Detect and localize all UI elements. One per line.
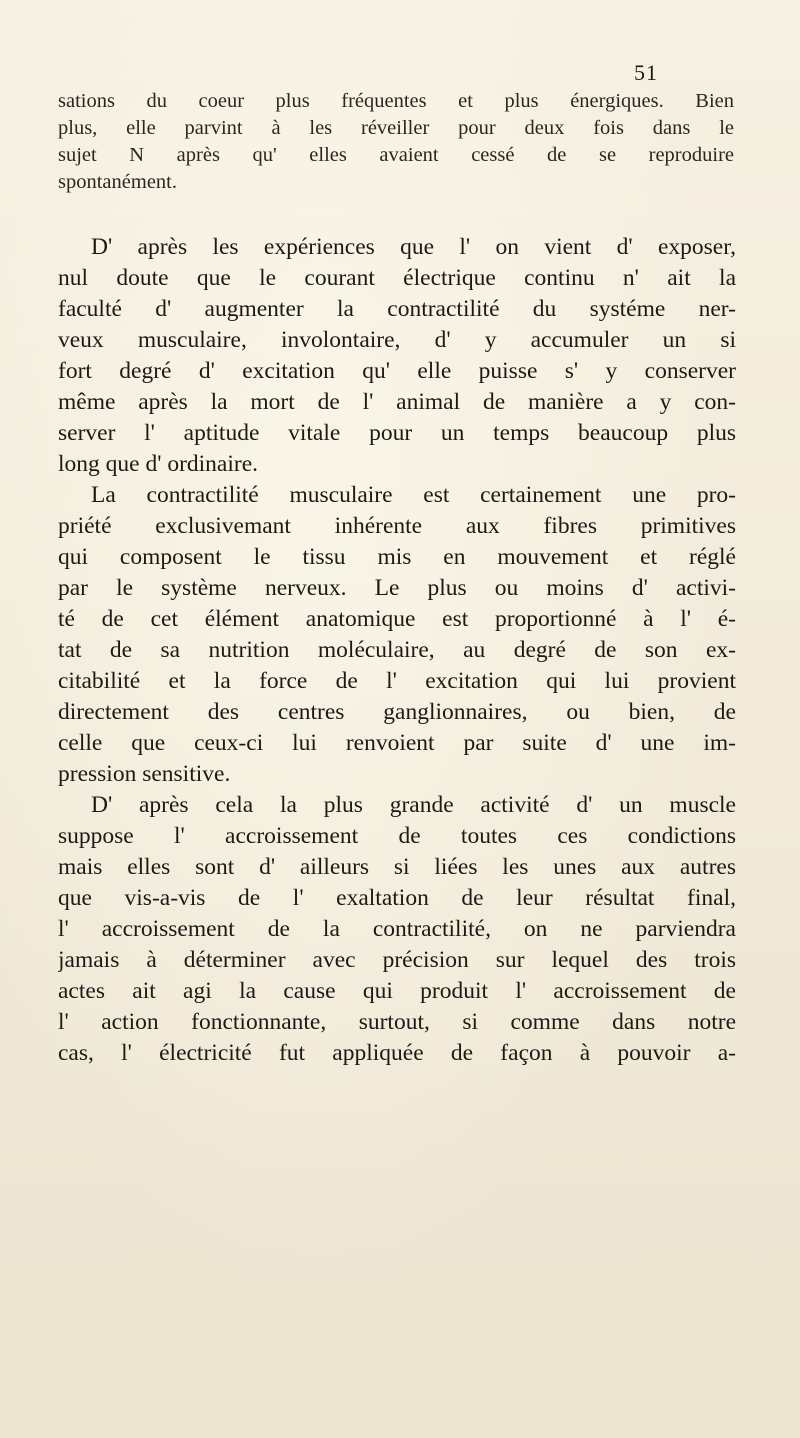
main-text: [58, 232, 736, 1069]
page-number: 51: [634, 60, 658, 85]
text-line: que vis-a-vis de l' exaltation de leur résultat final,: [58, 885, 736, 911]
text-line: priété exclusivemant inhérente aux fibres primitives: [58, 513, 736, 539]
text-line: D' après cela la plus grande activité d' un muscle: [91, 792, 736, 818]
text-line: qui composent le tissu mis en mouvement et réglé: [58, 544, 736, 570]
text-line: long que d' ordinaire.: [58, 451, 259, 477]
text-line: faculté d' augmenter la contractilité du systéme ner-: [58, 296, 736, 322]
text-line: jamais à déterminer avec précision sur lequel des trois: [58, 947, 736, 973]
text-line: nul doute que le courant électrique continu n' ait la: [58, 265, 736, 291]
text-line: même après la mort de l' animal de manière a y con-: [58, 389, 736, 415]
text-line: La contractilité musculaire est certainement une pro-: [91, 482, 736, 508]
text-line: directement des centres ganglionnaires, ou bien, de: [58, 699, 736, 725]
text-line: tat de sa nutrition moléculaire, au degré de son ex-: [58, 637, 736, 663]
text-line: sujet N après qu' elles avaient cessé de se reproduire: [58, 144, 734, 166]
text-line: suppose l' accroissement de toutes ces condictions: [58, 823, 736, 849]
text-line: cas, l' électricité fut appliquée de façon à pouvoir a-: [58, 1040, 736, 1066]
text-line: citabilité et la force de l' excitation qui lui provient: [58, 668, 736, 694]
text-line: D' après les expériences que l' on vient d' exposer,: [91, 234, 736, 260]
text-line: té de cet élément anatomique est proportionné à l' é-: [58, 606, 736, 632]
paragraph-contractility: [58, 480, 736, 790]
text-line: l' action fonctionnante, surtout, si comme dans notre: [58, 1009, 736, 1035]
paragraph-electric-current: [58, 232, 736, 480]
paragraph-continuation: [58, 88, 734, 196]
text-line: fort degré d' excitation qu' elle puisse s' y conserver: [58, 358, 736, 384]
text-line: veux musculaire, involontaire, d' y accumuler un si: [58, 327, 736, 353]
text-line: par le système nerveux. Le plus ou moins d' activi-: [58, 575, 736, 601]
text-line: mais elles sont d' ailleurs si liées les unes aux autres: [58, 854, 736, 880]
paragraph-muscle-activity: [58, 790, 736, 1069]
text-line: celle que ceux-ci lui renvoient par suite d' une im-: [58, 730, 736, 756]
text-line: l' accroissement de la contractilité, on ne parviendra: [58, 916, 736, 942]
text-line: actes ait agi la cause qui produit l' accroissement de: [58, 978, 736, 1004]
text-line: pression sensitive.: [58, 761, 231, 787]
text-line: spontanément.: [58, 171, 177, 193]
text-line: plus, elle parvint à les réveiller pour deux fois dans le: [58, 117, 734, 139]
text-line: sations du coeur plus fréquentes et plus énergiques. Bien: [58, 90, 734, 112]
text-line: server l' aptitude vitale pour un temps beaucoup plus: [58, 420, 736, 446]
